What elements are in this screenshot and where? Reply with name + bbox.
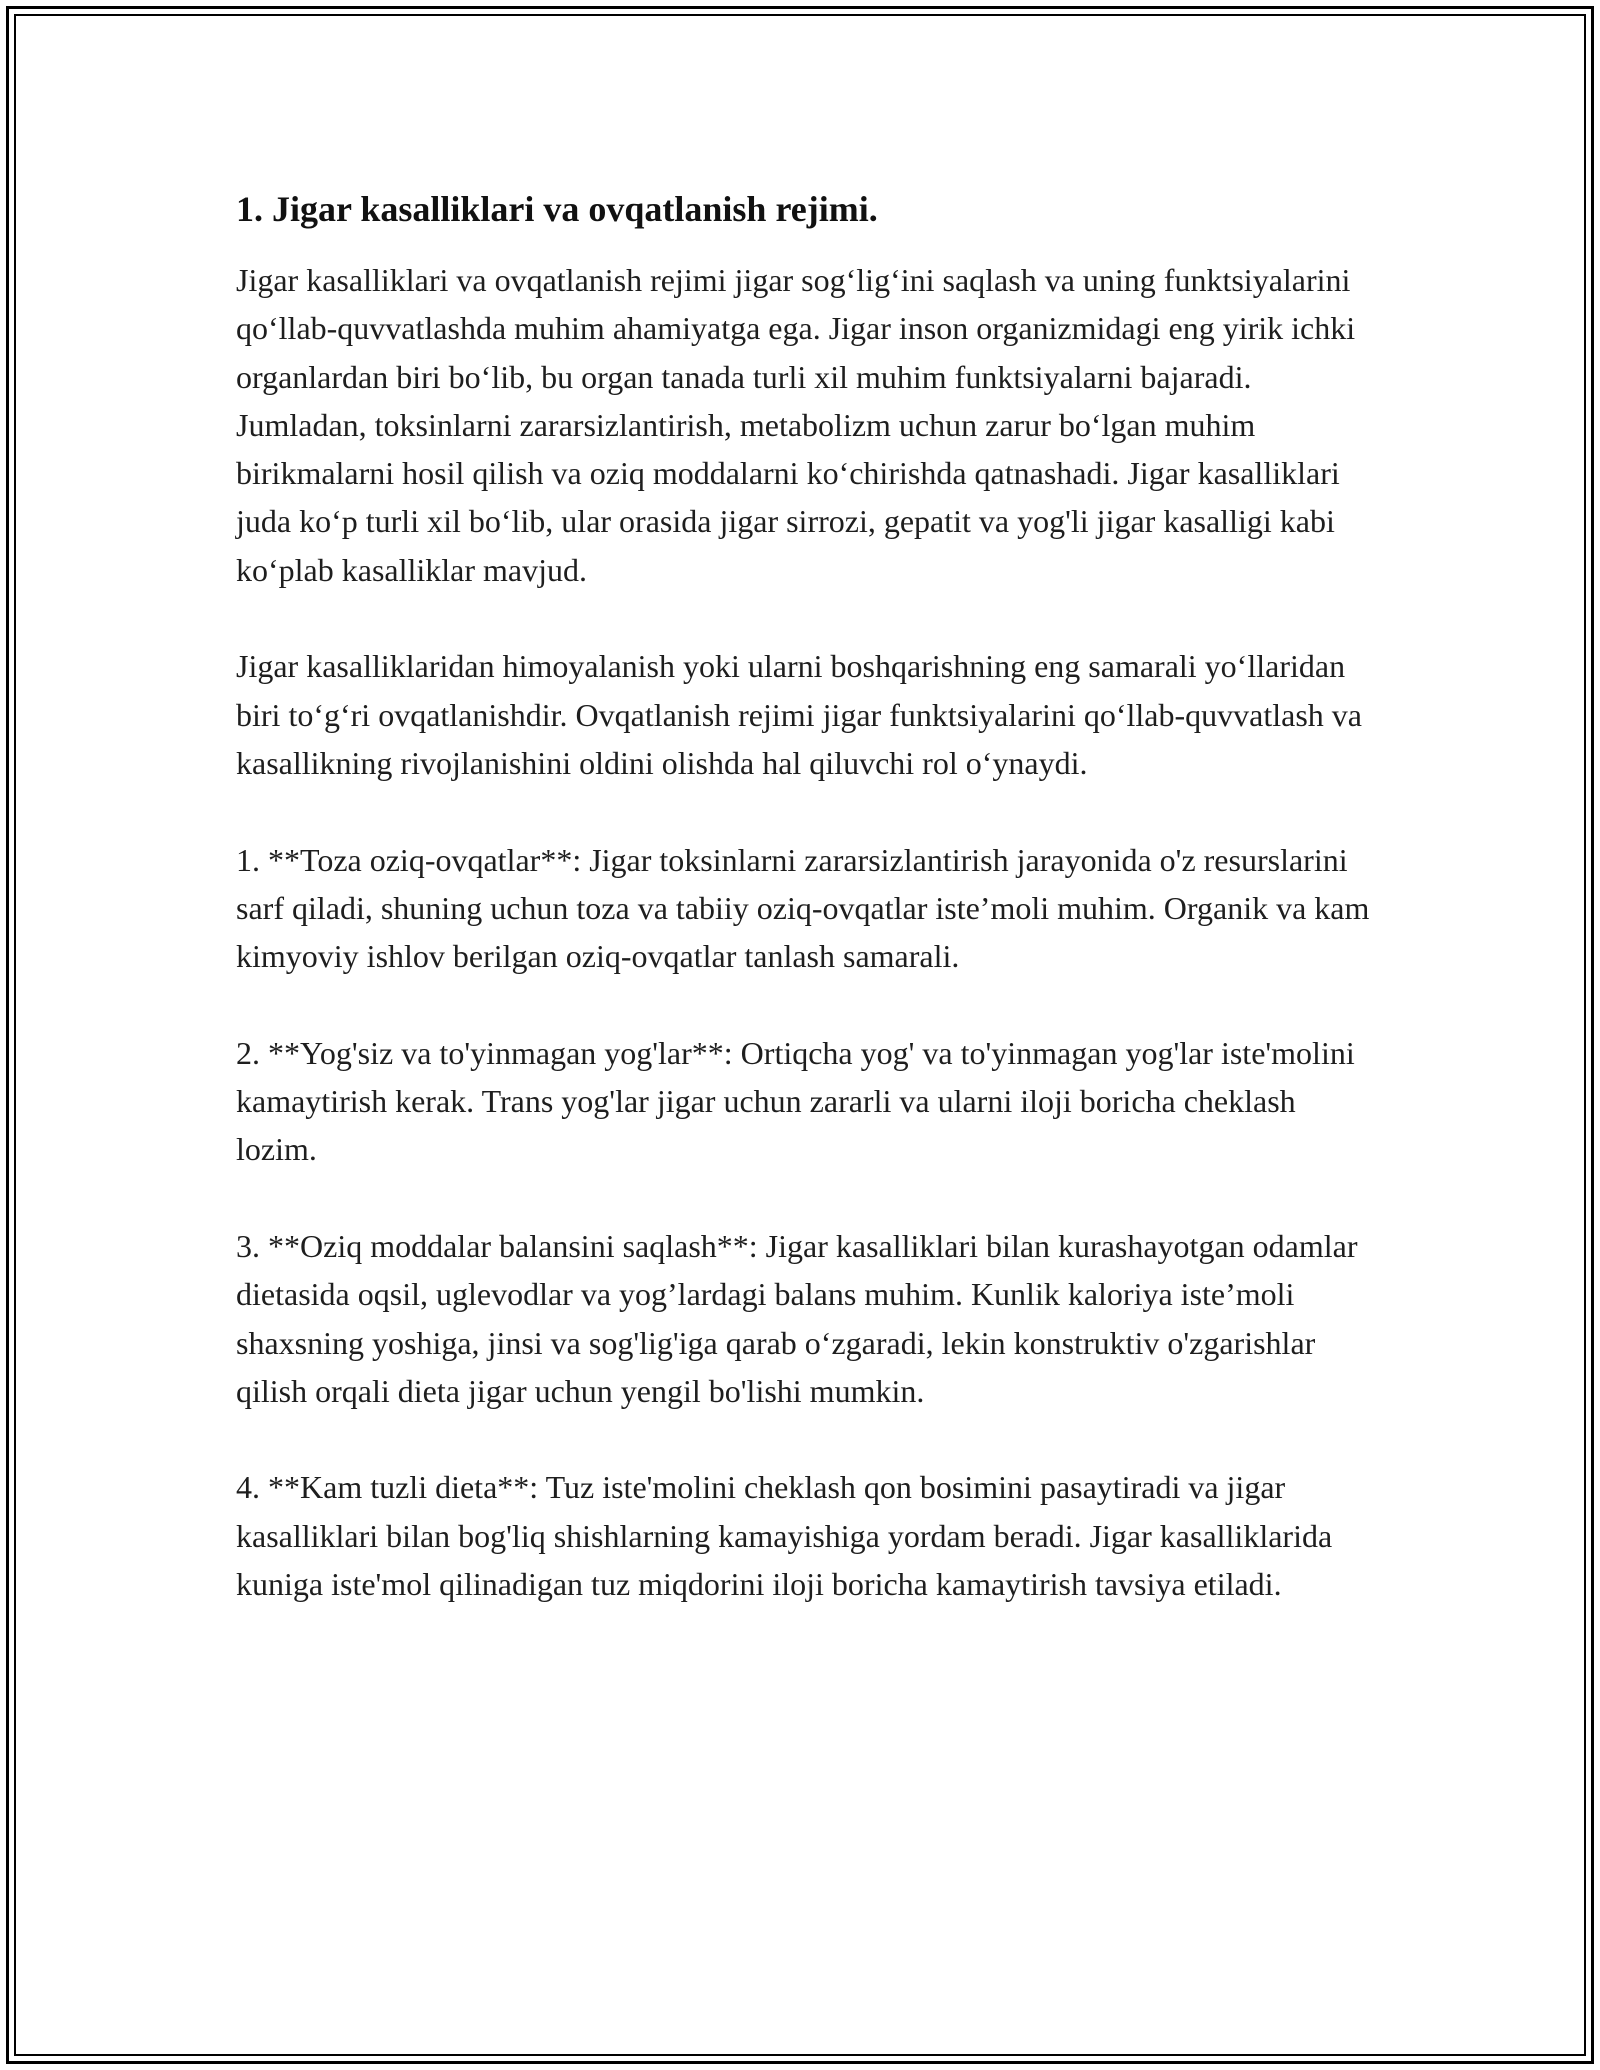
paragraph-nutrition: Jigar kasalliklaridan himoyalanish yoki ularni boshqarishning eng samarali yo‘llaridan biri to‘g‘ri ovqatlanishdir. Ovqatlanish rejimi jigar funktsiyalarini qo‘llab-quvvatlash va kasallikning rivojlanishini oldini olishda hal qiluvchi rol o‘ynaydi. [236,648,1362,781]
document-body [236,186,1376,1657]
section-heading: 1. Jigar kasalliklari va ovqatlanish rejimi. [236,189,878,229]
paragraph-intro: Jigar kasalliklari va ovqatlanish rejimi jigar sog‘lig‘ini saqlash va uning funktsiyalarini qo‘llab-quvvatlashda muhim ahamiyatga ega. Jigar inson organizmidagi eng yirik ichki organlardan biri bo‘lib, bu organ tanada turli xil muhim funktsiyalarni bajaradi. Jumladan, toksinlarni zararsizlantirish, metabolizm uchun zarur bo‘lgan muhim birikmalarni hosil qilish va oziq moddalarni ko‘chirishda qatnashadi. Jigar kasalliklari juda ko‘p turli xil bo‘lib, ular orasida jigar sirrozi, gepatit va yog'li jigar kasalligi kabi ko‘plab kasalliklar mavjud. [236,262,1356,588]
list-item-clean-food: 1. **Toza oziq-ovqatlar**: Jigar toksinlarni zararsizlantirish jarayonida o'z resurslarini sarf qiladi, shuning uchun toza va tabiiy oziq-ovqatlar iste’moli muhim. Organik va kam kimyoviy ishlov berilgan oziq-ovqatlar tanlash samarali. [236,841,1370,975]
list-item-low-salt: 4. **Kam tuzli dieta**: Tuz iste'molini cheklash qon bosimini pasaytiradi va jigar kasalliklari bilan bog'liq shishlarning kamayishiga yordam beradi. Jigar kasalliklarida kuniga iste'mol qilinadigan tuz miqdorini iloji boricha kamaytirish tavsiya etiladi. [236,1469,1333,1603]
list-item-nutrient-balance: 3. **Oziq moddalar balansini saqlash**: Jigar kasalliklari bilan kurashayotgan odamlar dietasida oqsil, uglevodlar va yog’lardagi balans muhim. Kunlik kaloriya iste’moli shaxsning yoshiga, jinsi va sog'lig'iga qarab o‘zgaradi, lekin konstruktiv o'zgarishlar qilish orqali dieta jigar uchun yengil bo'lishi mumkin. [236,1227,1358,1409]
list-item-fats: 2. **Yog'siz va to'yinmagan yog'lar**: Ortiqcha yog' va to'yinmagan yog'lar iste'molini kamaytirish kerak. Trans yog'lar jigar uchun zararli va ularni iloji boricha cheklash lozim. [236,1034,1355,1168]
